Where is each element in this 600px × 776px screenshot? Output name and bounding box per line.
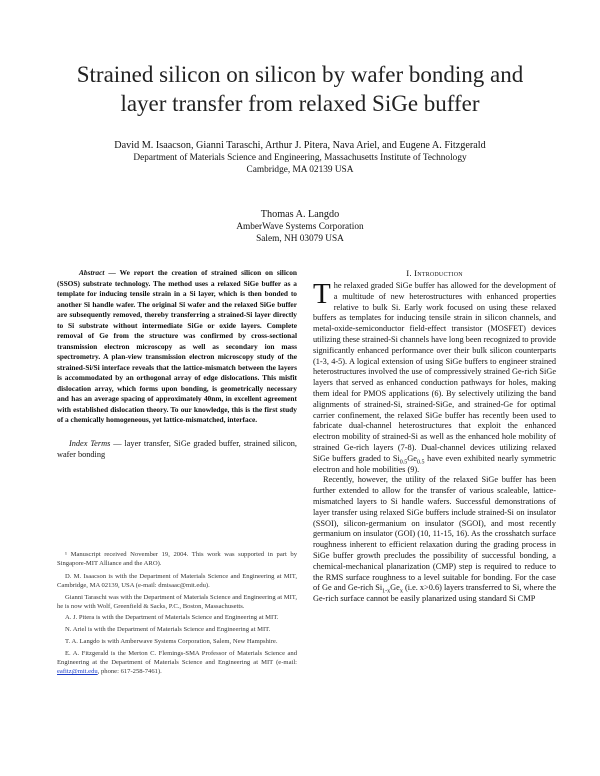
index-terms-text: — layer transfer, SiGe graded buffer, strained silicon, wafer bonding (57, 438, 298, 459)
index-terms (57, 438, 297, 460)
right-column (313, 268, 556, 605)
second-author-org: AmberWave Systems Corporation (236, 222, 364, 232)
email-link[interactable]: eafitz@mit.edu (57, 667, 98, 675)
formula-ge: Ge (407, 453, 417, 463)
abstract-text: — We report the creation of strained silicon on silicon (SSOS) substrate technology. The method uses a relaxed SiGe buffer as a template for inducing tensile strain in a Si layer, which is then bonded to another Si handle wafer. The original Si wafer and the relaxed SiGe buffer are subsequently removed, thereby transferring a strained-Si layer directly to Si substrate without intermediate SiGe or oxide layers. Complete removal of Ge from the structure was confirmed by cross-sectional transmission electron microscopy as well as secondary ion mass spectrometry. A plan-view transmission electron microscopy study of the strained-Si/Si interface reveals that the lattice-mismatch between the layers is accommodated by an orthogonal array of edge dislocations. This misfit dislocation array, which forms upon bonding, is geometrically necessary and has an average spacing of approximately 40nm, in excellent agreement with established dislocation theory. To our knowledge, this is the first study of a chemically homogeneous, yet lattice-mismatched, interface. (57, 268, 297, 424)
paper-title (40, 60, 560, 118)
second-affiliation-block (40, 209, 560, 245)
drop-cap: T (313, 278, 331, 310)
abstract (57, 268, 297, 426)
author-block (40, 140, 560, 176)
footnote-pitera: A. J. Pitera is with the Department of Materials Science and Engineering at MIT. (65, 614, 279, 622)
abstract-lead: Abstract (79, 268, 105, 277)
formula-subscript: 0.5 (399, 459, 408, 466)
formula-subscript: x (399, 588, 403, 595)
intro-p2-end: (i.e. x>0.6) layers transferred to Si, where the Ge-rich surface cannot be easily planarized using standard Si CMP (313, 583, 556, 604)
footnote-manuscript: ¹ Manuscript received November 19, 2004. This work was supported in part by Singapore-MIT Alliance and the ARO). (57, 551, 297, 567)
section-numeral: I. (406, 268, 412, 278)
intro-paragraph-1 (313, 278, 556, 475)
title-line-2: layer transfer from relaxed SiGe buffer (120, 91, 480, 116)
section-heading-introduction (313, 268, 556, 279)
index-terms-lead: Index Terms (69, 438, 111, 448)
section-title: Introduction (414, 268, 463, 278)
footnote-fitzgerald-phone: , phone: 617-258-7461). (97, 667, 162, 675)
footnote-langdo: T. A. Langdo is with Amberwave Systems Corporation, Salem, New Hampshire. (65, 638, 278, 646)
second-author-name: Thomas A. Langdo (260, 209, 340, 220)
intro-p2-text: Recently, however, the utility of the relaxed SiGe buffer has been further extended to allow for the transfer of various scaleable, lattice-mismatched layers to Si handle wafers. Successful demonstrations of layer transfer using relaxed SiGe buffers include strained-Si on insulator (SSOI), silicon-germanium on insulator (SGOI), and most recently germanium on insulator (GOI) (10, 11-15, 16). As the crosshatch surface roughness inherent to efficient relaxation during the grading process in SiGe buffer growth precludes the possibility of successful bonding, a chemical-mechanical planarization (CMP) step is required to reduce to the RMS surface roughness to a level suitable for bonding. For the case of Ge and Ge-rich (313, 475, 556, 593)
author-city: Cambridge, MA 02139 USA (246, 165, 354, 175)
second-author-city: Salem, NH 03079 USA (256, 234, 344, 244)
left-column (57, 268, 297, 460)
formula-si: Si (392, 453, 400, 463)
author-department: Department of Materials Science and Engineering, Massachusetts Institute of Technology (133, 153, 467, 163)
formula-subscript: 0.5 (416, 459, 425, 466)
footnote-isaacson: D. M. Isaacson is with the Department of Materials Science and Engineering at MIT, Cambridge, MA 02139, USA (e-mail: dmisaac@mit.edu). (57, 572, 297, 589)
footnotes (57, 551, 297, 680)
intro-paragraph-2 (313, 475, 556, 605)
footnote-fitzgerald-text: E. A. Fitzgerald is the Merton C. Flemings-SMA Professor of Materials Science and Engineering at the Department of Materials Science and Engineering at MIT (e-mail: (57, 650, 297, 667)
footnote-ariel: N. Ariel is with the Department of Materials Science and Engineering at MIT. (65, 626, 271, 634)
footnote-fitzgerald (57, 650, 297, 677)
formula-si: Si (375, 583, 383, 593)
intro-p1-end: have even exhibited nearly symmetric electron and hole mobilities (9). (313, 453, 556, 474)
formula-ge: Ge (390, 583, 400, 593)
title-line-1: Strained silicon on silicon by wafer bonding and (76, 62, 524, 87)
formula-subscript: 1-x (382, 588, 391, 595)
footnote-taraschi: Gianni Taraschi was with the Department of Materials Science and Engineering at MIT, he is now with Wolf, Greenfield & Sacks, P.C., Boston, Massachusetts. (57, 593, 297, 610)
author-names: David M. Isaacson, Gianni Taraschi, Arthur J. Pitera, Nava Ariel, and Eugene A. Fitzgerald (114, 140, 486, 151)
intro-p1-text: he relaxed graded SiGe buffer has allowed for the development of a multitude of new heterostructures with enhanced properties relative to bulk Si. Early work focused on using these relaxed buffers as templates for inducing tensile strain in silicon channels, and metal-oxide-semiconductor field-effect transistor (MOSFET) devices utilizing these strained-Si channels have long been recognized to provide significantly enhanced performance over their bulk silicon counterparts (1-3, 4-5). A logical extension of using SiGe buffers to engineer strained heterostructures involved the use of compressively strained Ge-rich SiGe layers that served as enhanced conduction pathways for holes, making them ideal for PMOS applications (6). By selectively utilizing the band alignments of strained-Si, strained-SiGe, and strained-Ge for optimal carrier confinement, the relaxed SiGe buffer has recently been used to fabricate dual-channel heterostructures that exploit the enhanced electron mobility of strained-Si as well as the enhanced hole mobility of strained Ge-rich layers (7-8). Dual-channel devices utilizing relaxed SiGe buffers graded to (313, 281, 556, 463)
